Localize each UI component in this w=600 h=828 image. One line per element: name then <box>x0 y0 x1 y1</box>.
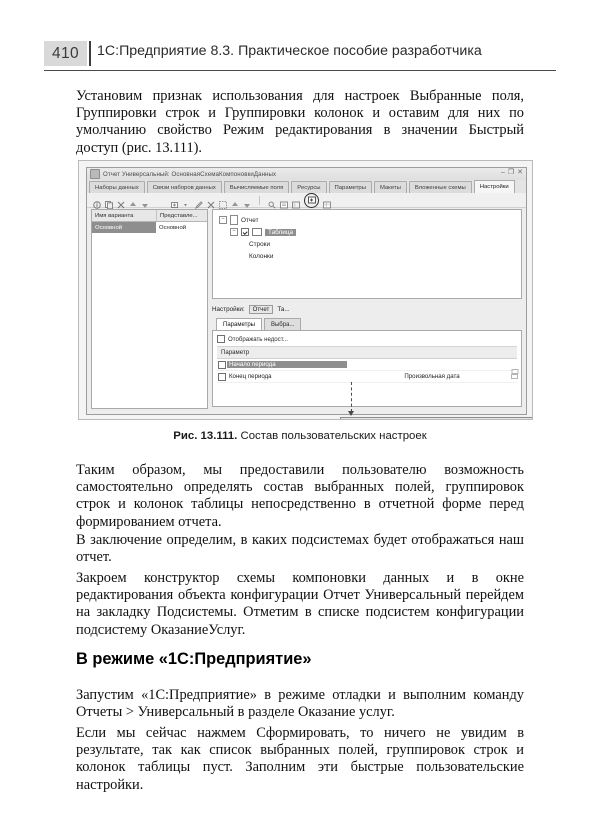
user-settings-composition-button[interactable] <box>304 193 319 208</box>
breadcrumb-item-report[interactable]: Отчет <box>249 305 274 314</box>
figure-caption <box>76 430 524 442</box>
variant-list-header <box>92 210 207 222</box>
breadcrumb-item-table[interactable]: Та... <box>277 306 290 313</box>
report-icon <box>230 215 238 225</box>
expand-icon[interactable]: – <box>230 228 238 236</box>
minimize-icon[interactable]: – <box>500 169 505 176</box>
move-down-2-icon[interactable] <box>243 196 251 204</box>
tree-node-label: Колонки <box>249 252 274 260</box>
parameter-panel <box>212 330 522 407</box>
tree-node-table[interactable] <box>219 226 521 238</box>
table-checkbox[interactable] <box>241 228 249 236</box>
settings-block <box>212 304 522 410</box>
toolbar-separator <box>259 196 260 205</box>
properties-icon[interactable] <box>292 196 300 204</box>
chevron-down-icon[interactable] <box>183 196 191 204</box>
parameter-tabstrip <box>212 318 522 330</box>
variant-name-cell: Основной <box>92 222 156 233</box>
restore-icon[interactable]: ❐ <box>507 169 515 176</box>
section-heading: В режиме «1С:Предприятие» <box>76 650 312 668</box>
row-checkbox[interactable] <box>218 361 226 369</box>
search-icon[interactable] <box>268 196 276 204</box>
move-up-2-icon[interactable] <box>231 196 239 204</box>
app-window <box>86 167 527 415</box>
breadcrumb-label: Настройки: <box>212 306 245 313</box>
parameter-name: Конец периода <box>229 373 272 380</box>
toolbar <box>87 193 526 208</box>
add-icon[interactable] <box>171 196 179 204</box>
tab-settings[interactable]: Настройки <box>474 180 515 193</box>
tree-node-label: Отчет <box>241 216 259 224</box>
tab-nested-schemas[interactable]: Вложенные схемы <box>409 181 472 193</box>
settings-list-icon[interactable] <box>280 196 288 204</box>
header-rule <box>44 70 556 71</box>
clear-icon[interactable] <box>219 196 227 204</box>
parameter-value: Произвольная дата <box>404 373 460 380</box>
tree-node-label: Строки <box>249 240 271 248</box>
header-divider <box>89 41 91 66</box>
parameter-table <box>217 346 517 383</box>
row-checkbox-cell[interactable] <box>217 373 227 381</box>
tab-dataset-links[interactable]: Связи наборов данных <box>147 181 222 193</box>
tab-calculated-fields[interactable]: Вычисляемые поля <box>224 181 290 193</box>
figure-screenshot <box>78 160 533 420</box>
tree-node-report[interactable] <box>219 214 521 226</box>
tab-layouts[interactable]: Макеты <box>374 181 407 193</box>
toolbar-group-left <box>87 196 149 204</box>
folio-box <box>44 41 87 66</box>
list-options-icon[interactable] <box>511 366 519 376</box>
row-checkbox[interactable] <box>218 373 226 381</box>
annotation-arrow <box>351 382 353 418</box>
page-number: 410 <box>51 44 80 62</box>
column-parameter: Параметр <box>221 349 250 356</box>
breadcrumb <box>212 304 522 315</box>
collapse-icon[interactable]: – <box>219 216 227 224</box>
paragraph-5: Запустим «1С:Предприятие» в режиме отладки и выполним команду Отчеты > Универсальный в разделе Оказание услуг. <box>76 687 524 721</box>
close-icon[interactable]: ✕ <box>517 169 523 176</box>
column-variant-presentation: Представле... <box>160 212 198 219</box>
move-down-icon[interactable] <box>141 196 149 204</box>
table-row[interactable] <box>217 359 517 371</box>
tree-node-columns[interactable] <box>219 250 521 262</box>
window-controls <box>501 169 523 177</box>
show-unavailable-checkbox[interactable] <box>217 335 225 343</box>
delete-icon[interactable] <box>117 196 125 204</box>
tab-parameters-inner[interactable]: Параметры <box>216 318 262 330</box>
table-row[interactable] <box>92 222 207 233</box>
book-title: 1С:Предприятие 8.3. Практическое пособие разработчика <box>97 43 482 59</box>
row-checkbox-cell[interactable] <box>217 361 227 369</box>
grid-settings-icon[interactable] <box>323 196 331 204</box>
paragraph-6: Если мы сейчас нажмем Сформировать, то ничего не увидим в результате, так как список выбранных полей, группировок строк и колонок таблицы пуст. Заполним эти быстрые пользовательские настройки. <box>76 725 524 793</box>
paragraph-1: Установим признак использования для настроек Выбранные поля, Группировки строк и Группировки колонок и оставим для них по умолчанию свойство Режим редактирования в значении Быстрый доступ (рис. 13.111). <box>76 88 524 156</box>
tab-parameters[interactable]: Параметры <box>329 181 372 193</box>
tree-node-rows[interactable] <box>219 238 521 250</box>
annotation-line <box>351 382 352 412</box>
paragraph-2: Таким образом, мы предоставили пользователю возможность самостоятельно определять состав выбранных полей, группировок строк и колонок таблицы непосредственно в отчетной форме перед формированием отчета. <box>76 462 524 530</box>
show-unavailable-label: Отображать недост... <box>228 335 288 343</box>
annotation-arrowhead <box>348 411 354 416</box>
toolbar-group-right <box>149 193 331 208</box>
copy-icon[interactable] <box>105 196 113 204</box>
dialog-titlebar <box>341 418 533 420</box>
table-icon <box>252 228 262 236</box>
tree-node-label: Таблица <box>265 229 296 236</box>
tab-datasets[interactable]: Наборы данных <box>89 181 145 193</box>
show-unavailable-row[interactable] <box>217 334 517 344</box>
user-settings-dialog <box>340 417 533 420</box>
figure-number: Рис. 13.111. <box>173 430 238 442</box>
variant-presentation-cell: Основной <box>159 224 187 231</box>
figure-caption-text: Состав пользовательских настроек <box>240 430 427 442</box>
move-up-icon[interactable] <box>129 196 137 204</box>
paragraph-3: В заключение определим, в каких подсистемах будет отображаться наш отчет. <box>76 532 524 566</box>
column-variant-name: Имя варианта <box>92 210 157 221</box>
parameter-table-header <box>217 347 517 359</box>
paragraph-4: Закроем конструктор схемы компоновки данных и в окне редактирования объекта конфигурации Отчет Универсальный перейдем на закладку Подсистемы. Отметим в списке подсистем конфигурации подсистему ОказаниеУслуг. <box>76 570 524 638</box>
tab-selected-fields-inner[interactable]: Выбра... <box>264 318 301 330</box>
app-icon <box>90 169 100 179</box>
tab-resources[interactable]: Ресурсы <box>291 181 326 193</box>
remove-icon[interactable] <box>207 196 215 204</box>
table-row[interactable] <box>217 371 517 383</box>
parameter-name: Начало периода <box>227 361 347 368</box>
edit-icon[interactable] <box>195 196 203 204</box>
variant-list[interactable] <box>91 209 208 409</box>
page-header <box>44 41 556 71</box>
settings-tree[interactable] <box>212 209 522 299</box>
info-icon[interactable] <box>93 196 101 204</box>
window-title: Отчет Универсальный: ОсновнаяСхемаКомпоновкиДанных <box>103 170 277 178</box>
